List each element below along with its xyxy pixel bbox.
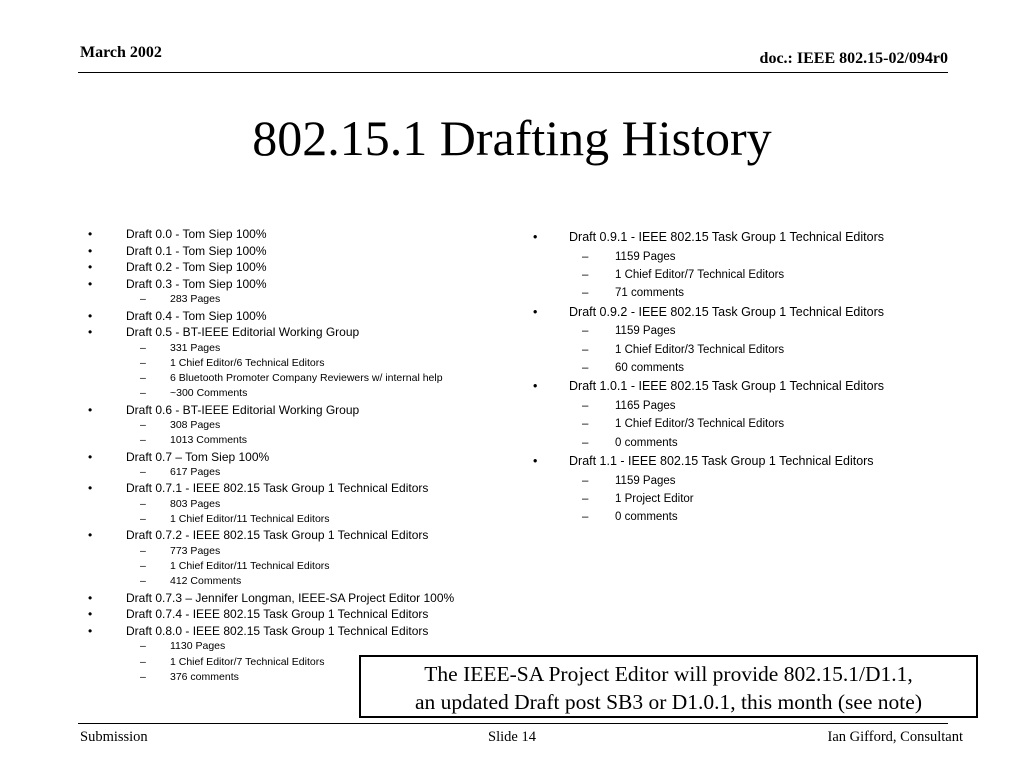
item-text: Draft 0.7.2 - IEEE 802.15 Task Group 1 Technical Editors — [126, 528, 429, 543]
item-text: Draft 0.8.0 - IEEE 802.15 Task Group 1 Technical Editors — [126, 623, 429, 638]
sub-bullet-item — [86, 433, 506, 448]
dash-marker: – — [582, 399, 589, 412]
item-text: 1159 Pages — [615, 474, 676, 487]
item-text: 1 Chief Editor/11 Technical Editors — [170, 513, 330, 526]
footer-divider — [78, 723, 948, 724]
bullet-item — [86, 259, 506, 276]
bullet-marker: • — [88, 260, 93, 275]
sub-bullet-item — [530, 508, 950, 526]
dash-marker: – — [140, 670, 146, 683]
sub-bullet-item — [86, 639, 506, 654]
bullet-item — [530, 452, 950, 472]
sub-bullet-item — [530, 266, 950, 284]
item-text: 308 Pages — [170, 419, 221, 432]
item-text: Draft 0.4 - Tom Siep 100% — [126, 308, 267, 323]
item-text: Draft 0.9.1 - IEEE 802.15 Task Group 1 Technical Editors — [569, 230, 884, 244]
bullet-marker: • — [88, 402, 93, 417]
bullet-item — [86, 606, 506, 623]
item-text: 1130 Pages — [170, 640, 226, 653]
note-box — [359, 655, 978, 718]
dash-marker: – — [582, 436, 589, 449]
sub-bullet-item — [530, 341, 950, 359]
bullet-marker: • — [533, 379, 538, 394]
sub-bullet-item — [86, 386, 506, 401]
item-text: 1 Project Editor — [615, 493, 694, 506]
sub-bullet-item — [86, 512, 506, 527]
item-text: Draft 1.0.1 - IEEE 802.15 Task Group 1 Technical Editors — [569, 379, 884, 394]
footer-submission: Submission — [80, 729, 148, 745]
bullet-marker: • — [88, 308, 93, 323]
bullet-item — [86, 226, 506, 243]
item-text: 71 comments — [615, 287, 685, 300]
dash-marker: – — [582, 362, 589, 375]
sub-bullet-item — [86, 341, 506, 356]
right-bullet-list — [530, 228, 950, 527]
dash-marker: – — [582, 250, 589, 263]
bullet-marker: • — [88, 528, 93, 543]
dash-marker: – — [582, 511, 589, 524]
item-text: 1159 Pages — [615, 325, 676, 338]
item-text: 1159 Pages — [615, 250, 676, 263]
header-date: March 2002 — [80, 44, 162, 61]
bullet-marker: • — [88, 481, 93, 496]
bullet-marker: • — [88, 449, 93, 464]
item-text: 412 Comments — [170, 575, 242, 588]
bullet-item — [86, 449, 506, 466]
bullet-marker: • — [88, 227, 93, 241]
bullet-marker: • — [88, 607, 93, 622]
header-divider — [78, 72, 948, 73]
item-text: Draft 0.7.3 – Jennifer Longman, IEEE-SA Project Editor 100% — [126, 590, 455, 605]
sub-bullet-item — [86, 544, 506, 559]
bullet-marker: • — [533, 304, 538, 319]
bullet-item — [86, 623, 506, 640]
item-text: 0 comments — [615, 511, 678, 524]
dash-marker: – — [140, 544, 146, 557]
dash-marker: – — [582, 343, 589, 356]
bullet-item — [86, 480, 506, 497]
item-text: Draft 0.2 - Tom Siep 100% — [126, 260, 267, 275]
sub-bullet-item — [86, 356, 506, 371]
sub-bullet-item — [530, 434, 950, 452]
item-text: 1013 Comments — [170, 434, 248, 447]
sub-bullet-item — [86, 371, 506, 386]
note-line-2: an updated Draft post SB3 or D1.0.1, this month (see note) — [415, 690, 922, 714]
dash-marker: – — [140, 372, 146, 385]
dash-marker: – — [140, 466, 146, 479]
item-text: 1 Chief Editor/3 Technical Editors — [615, 343, 785, 356]
slide-title: 802.15.1 Drafting History — [252, 110, 772, 166]
item-text: Draft 0.1 - Tom Siep 100% — [126, 243, 267, 258]
dash-marker: – — [140, 655, 146, 668]
dash-marker: – — [582, 287, 589, 300]
item-text: 1 Chief Editor/3 Technical Editors — [615, 418, 785, 431]
bullet-item — [86, 590, 506, 607]
item-text: Draft 0.9.2 - IEEE 802.15 Task Group 1 Technical Editors — [569, 304, 884, 319]
dash-marker: – — [140, 293, 146, 306]
item-text: 283 Pages — [170, 293, 221, 306]
dash-marker: – — [582, 325, 589, 338]
dash-marker: – — [140, 640, 146, 653]
dash-marker: – — [140, 341, 146, 354]
item-text: ~300 Comments — [170, 387, 248, 400]
bullet-item — [530, 228, 950, 248]
item-text: 0 comments — [615, 436, 678, 449]
item-text: 1165 Pages — [615, 399, 676, 412]
bullet-marker: • — [88, 276, 93, 291]
bullet-item — [86, 243, 506, 260]
bullet-marker: • — [533, 454, 538, 469]
item-text: 773 Pages — [170, 544, 221, 557]
dash-marker: – — [582, 474, 589, 487]
sub-bullet-item — [530, 284, 950, 302]
note-line-1: The IEEE-SA Project Editor will provide 802.15.1/D1.1, — [424, 662, 913, 686]
item-text: 803 Pages — [170, 497, 221, 510]
dash-marker: – — [140, 356, 146, 369]
sub-bullet-item — [86, 418, 506, 433]
sub-bullet-item — [530, 490, 950, 508]
bullet-marker: • — [88, 325, 93, 340]
item-text: Draft 0.7.4 - IEEE 802.15 Task Group 1 Technical Editors — [126, 607, 429, 622]
dash-marker: – — [140, 419, 146, 432]
item-text: 1 Chief Editor/7 Technical Editors — [615, 268, 785, 281]
bullet-item — [86, 402, 506, 419]
bullet-marker: • — [88, 590, 93, 605]
item-text: 1 Chief Editor/6 Technical Editors — [170, 356, 325, 369]
sub-bullet-item — [530, 322, 950, 340]
dash-marker: – — [140, 560, 146, 573]
bullet-marker: • — [533, 230, 538, 244]
item-text: 60 comments — [615, 362, 685, 375]
item-text: Draft 0.7.1 - IEEE 802.15 Task Group 1 Technical Editors — [126, 481, 429, 496]
dash-marker: – — [140, 513, 146, 526]
footer-author: Ian Gifford, Consultant — [827, 729, 963, 745]
sub-bullet-item — [86, 574, 506, 589]
item-text: Draft 0.6 - BT-IEEE Editorial Working Group — [126, 402, 360, 417]
bullet-item — [530, 303, 950, 323]
item-text: 1 Chief Editor/7 Technical Editors — [170, 655, 325, 668]
sub-bullet-item — [530, 359, 950, 377]
dash-marker: – — [582, 268, 589, 281]
dash-marker: – — [140, 434, 146, 447]
bullet-item — [86, 324, 506, 341]
item-text: 376 comments — [170, 670, 239, 683]
dash-marker: – — [582, 418, 589, 431]
sub-bullet-item — [86, 559, 506, 574]
sub-bullet-item — [530, 472, 950, 490]
item-text: 331 Pages — [170, 341, 221, 354]
bullet-marker: • — [88, 243, 93, 258]
header-doc-id: doc.: IEEE 802.15-02/094r0 — [759, 50, 948, 67]
sub-bullet-item — [86, 497, 506, 512]
sub-bullet-item — [530, 248, 950, 266]
dash-marker: – — [582, 493, 589, 506]
item-text: 617 Pages — [170, 466, 221, 479]
bullet-item — [530, 377, 950, 397]
item-text: 6 Bluetooth Promoter Company Reviewers w/ internal help — [170, 372, 443, 385]
bullet-item — [86, 276, 506, 293]
bullet-item — [86, 308, 506, 325]
item-text: Draft 1.1 - IEEE 802.15 Task Group 1 Technical Editors — [569, 454, 874, 469]
item-text: Draft 0.3 - Tom Siep 100% — [126, 276, 267, 291]
sub-bullet-item — [86, 292, 506, 307]
item-text: Draft 0.7 – Tom Siep 100% — [126, 449, 270, 464]
footer-slide-number: Slide 14 — [488, 729, 536, 745]
bullet-item — [86, 527, 506, 544]
dash-marker: – — [140, 497, 146, 510]
sub-bullet-item — [530, 397, 950, 415]
item-text: 1 Chief Editor/11 Technical Editors — [170, 560, 330, 573]
item-text: Draft 0.0 - Tom Siep 100% — [126, 227, 267, 241]
item-text: Draft 0.5 - BT-IEEE Editorial Working Group — [126, 325, 360, 340]
sub-bullet-item — [530, 415, 950, 433]
dash-marker: – — [140, 387, 146, 400]
sub-bullet-item — [86, 465, 506, 480]
left-bullet-list — [86, 226, 506, 685]
dash-marker: – — [140, 575, 146, 588]
bullet-marker: • — [88, 623, 93, 638]
